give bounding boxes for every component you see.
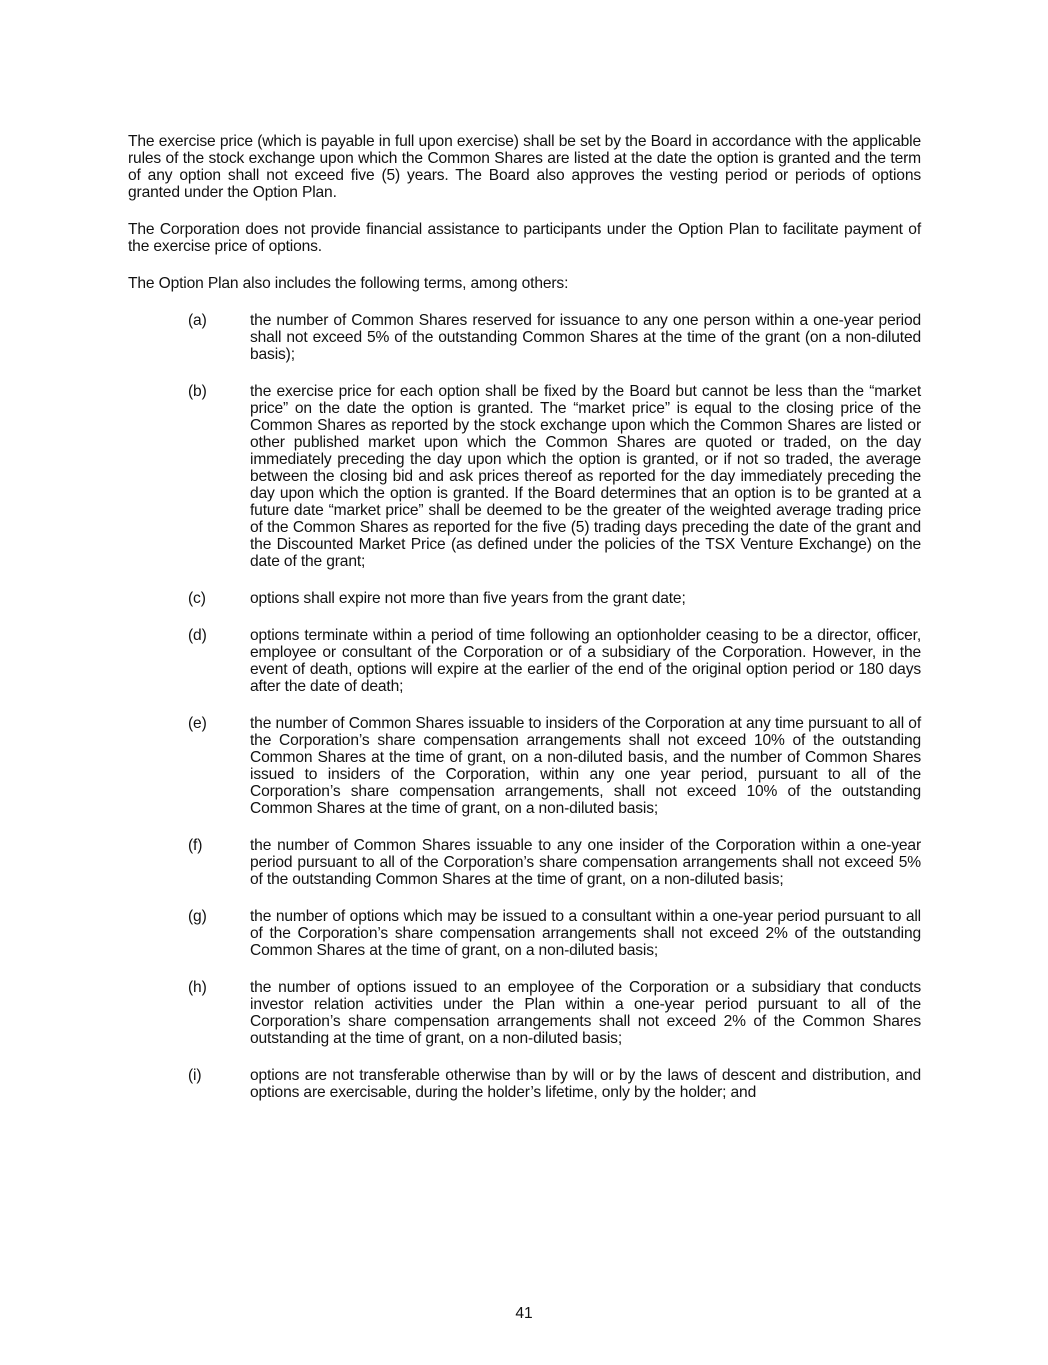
list-item-text: the number of Common Shares reserved for issuance to any one person within a one-year period shall not exceed 5% of the outstanding Common Shares at the time of the grant (on a non-diluted basis); xyxy=(250,312,921,363)
list-item xyxy=(128,837,921,888)
list-item xyxy=(128,312,921,363)
list-item-text: the number of Common Shares issuable to insiders of the Corporation at any time pursuant to all of the Corporation’s share compensation arrangements shall not exceed 10% of the outstanding Common Shares at the time of grant, on a non-diluted basis, and the number of Common Shares issued to insiders of the Corporation, within any one year period, pursuant to all of the Corporation’s share compensation arrangements, shall not exceed 10% of the outstanding Common Shares at the time of grant, on a non-diluted basis; xyxy=(250,715,921,817)
list-item-label: (g) xyxy=(188,908,207,925)
list-item-label: (b) xyxy=(188,383,207,400)
document-page xyxy=(128,133,921,1121)
list-item xyxy=(128,627,921,695)
list-item-text: the number of Common Shares issuable to any one insider of the Corporation within a one-year period pursuant to all of the Corporation’s share compensation arrangements shall not exceed 5% of the outstanding Common Shares at the time of grant, on a non-diluted basis; xyxy=(250,837,921,888)
list-item xyxy=(128,715,921,817)
list-item-label: (d) xyxy=(188,627,207,644)
list-item-text: options shall expire not more than five years from the grant date; xyxy=(250,590,686,607)
list-item-text: options are not transferable otherwise than by will or by the laws of descent and distribution, and options are exercisable, during the holder’s lifetime, only by the holder; and xyxy=(250,1067,921,1101)
list-item-text: the number of options which may be issued to a consultant within a one-year period pursuant to all of the Corporation’s share compensation arrangements shall not exceed 2% of the outstanding Common Shares at the time of grant, on a non-diluted basis; xyxy=(250,908,921,959)
list-item-label: (c) xyxy=(188,590,206,607)
list-item xyxy=(128,979,921,1047)
list-item-label: (e) xyxy=(188,715,207,732)
list-item-text: options terminate within a period of time following an optionholder ceasing to be a director, officer, employee or consultant of the Corporation or of a subsidiary of the Corporation. However, in the event of death, options will expire at the earlier of the end of the original option period or 180 days after the date of death; xyxy=(250,627,921,695)
list-item xyxy=(128,590,921,607)
paragraph-exercise-price: The exercise price (which is payable in full upon exercise) shall be set by the Board in accordance with the applicable rules of the stock exchange upon which the Common Shares are listed at the date the option is granted and the term of any option shall not exceed five (5) years. The Board also approves the vesting period or periods of options granted under the Option Plan. xyxy=(128,133,921,201)
paragraph-terms-intro: The Option Plan also includes the following terms, among others: xyxy=(128,275,569,292)
list-item xyxy=(128,383,921,570)
list-item-label: (h) xyxy=(188,979,207,996)
terms-list xyxy=(128,312,921,1101)
page-number: 41 xyxy=(515,1305,533,1322)
list-item-label: (f) xyxy=(188,837,203,854)
list-item-text: the exercise price for each option shall be fixed by the Board but cannot be less than the “market price” on the date the option is granted. The “market price” is equal to the closing price of the Common Shares as reported by the stock exchange upon which the Common Shares are listed or other published market upon which the Common Shares are quoted or traded, on the day immediately preceding the day upon which the option is granted, or if not so traded, the average between the closing bid and ask prices thereof as reported for the day immediately preceding the day upon which the option is granted. If the Board determines that an option is to be granted at a future date “market price” shall be deemed to be the greater of the weighted average trading price of the Common Shares as reported for the five (5) trading days preceding the date of the grant and the Discounted Market Price (as defined under the policies of the TSX Venture Exchange) on the date of the grant; xyxy=(250,383,921,570)
paragraph-financial-assistance: The Corporation does not provide financial assistance to participants under the Option Plan to facilitate payment of the exercise price of options. xyxy=(128,221,921,255)
list-item-label: (i) xyxy=(188,1067,202,1084)
list-item-label: (a) xyxy=(188,312,207,329)
list-item-text: the number of options issued to an employee of the Corporation or a subsidiary that conducts investor relation activities under the Plan within a one-year period pursuant to all of the Corporation’s share compensation arrangements shall not exceed 2% of the Common Shares outstanding at the time of grant, on a non-diluted basis; xyxy=(250,979,921,1047)
list-item xyxy=(128,1067,921,1101)
list-item xyxy=(128,908,921,959)
